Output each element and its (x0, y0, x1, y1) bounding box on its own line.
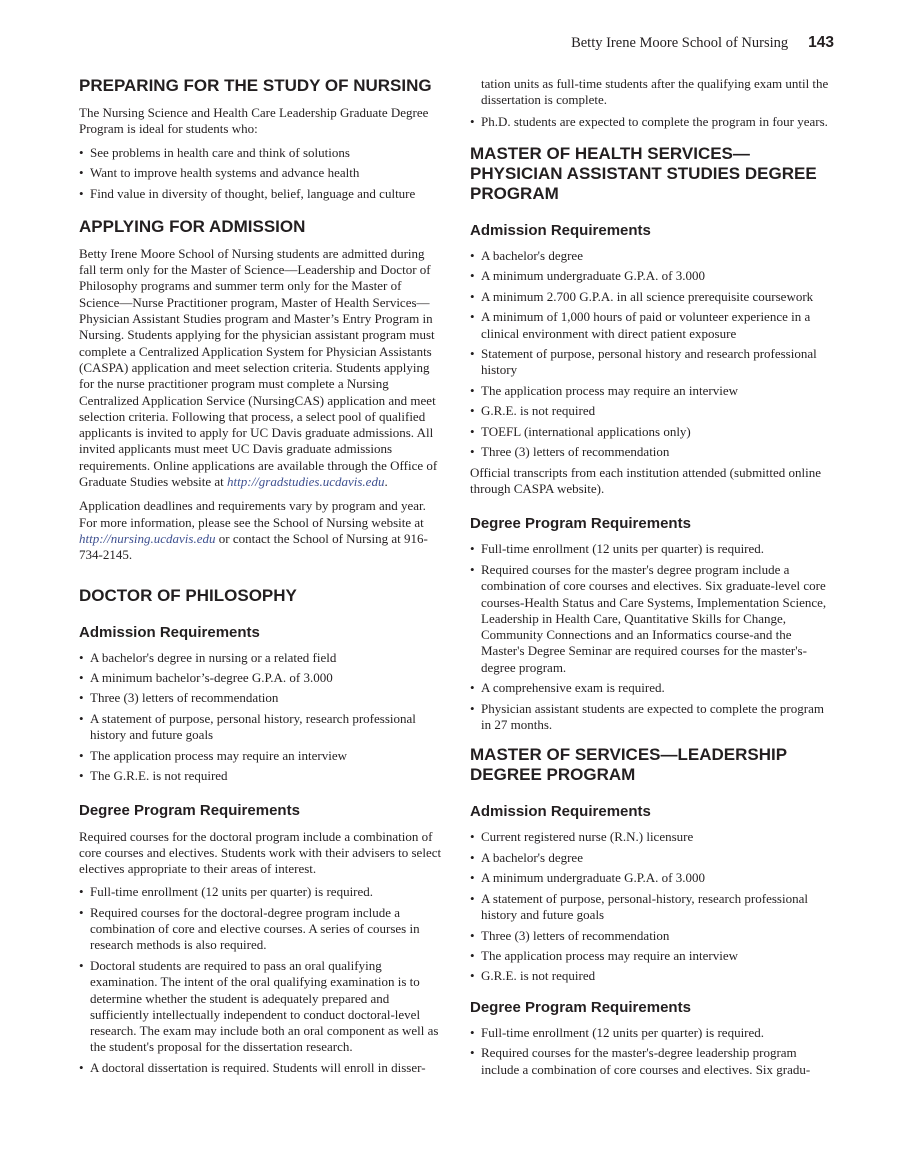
list-item: • Ph.D. students are expected to complete the program in four years. (470, 113, 828, 129)
list-item: • Physician assistant students are expected to complete the program in 27 months. (470, 700, 824, 732)
nursing-website-link[interactable]: http://nursing.ucdavis.edu (79, 530, 216, 546)
list-item: • Required courses for the doctoral-degree program include a combination of core and elective courses. A series of courses in research methods is also required. (79, 904, 420, 953)
phd-admission-heading: Admission Requirements (79, 623, 260, 641)
list-item: • A bachelor's degree in nursing or a related field (79, 649, 337, 665)
list-item: • A bachelor's degree (470, 849, 583, 865)
gradstudies-link[interactable]: http://gradstudies.ucdavis.edu (227, 474, 385, 490)
running-header-school: Betty Irene Moore School of Nursing (571, 35, 789, 51)
list-item: • A minimum undergraduate G.P.A. of 3.000 (470, 268, 705, 284)
list-item: • TOEFL (international applications only) (470, 423, 691, 439)
section-heading-leadership: MASTER OF SERVICES—LEADERSHIP DEGREE PROGRAM (470, 745, 787, 785)
list-item: • A statement of purpose, personal-history, research professional history and future goals (470, 890, 808, 923)
phd-degree-heading: Degree Program Requirements (79, 801, 300, 819)
list-item: • Three (3) letters of recommendation (79, 690, 279, 706)
list-item: • A minimum of 1,000 hours of paid or volunteer experience in a clinical environment with direct patient exposure (470, 309, 811, 341)
list-item: • G.R.E. is not required (470, 968, 596, 984)
section-heading-phd: DOCTOR OF PHILOSOPHY (79, 585, 297, 605)
preparing-list (79, 145, 443, 202)
applying-paragraph-2: Application deadlines and requirements vary by program and year. For more information, please see the School of Nursing website at http://nursing.ucdavis.edu or contact the School of Nursing at 916-734-2145. (79, 498, 428, 563)
list-item: • A minimum undergraduate G.P.A. of 3.000 (470, 870, 705, 886)
pa-admission-list (470, 248, 832, 461)
list-item: • Full-time enrollment (12 units per quarter) is required. (79, 884, 374, 900)
continued-text: tation units as full-time students after the qualifying exam until the dissertation is complete. (481, 76, 829, 108)
list-item: • A comprehensive exam is required. (470, 680, 665, 696)
right-column (470, 72, 832, 1082)
list-item: • G.R.E. is not required (470, 403, 596, 419)
list-item: • The application process may require an interview (470, 947, 739, 963)
list-item: • The G.R.E. is not required (79, 768, 228, 784)
running-header (571, 34, 834, 52)
list-item: • Three (3) letters of recommendation (470, 444, 670, 460)
left-column (79, 72, 443, 1080)
pa-degree-heading: Degree Program Requirements (470, 515, 691, 533)
leadership-admission-heading: Admission Requirements (470, 803, 651, 821)
list-item: • Want to improve health systems and advance health (79, 165, 360, 181)
list-item: • Find value in diversity of thought, belief, language and culture (79, 185, 416, 201)
list-item: • A minimum bachelor’s-degree G.P.A. of 3.000 (79, 669, 333, 685)
list-item: • Statement of purpose, personal history and research professional history (470, 346, 817, 378)
section-heading-applying: APPLYING FOR ADMISSION (79, 216, 306, 236)
list-item: • Required courses for the master's degree program include a combination of core courses and electives. Six graduate-level core courses-Health Status and Care Systems, Implementation Science, Leadership in Health Care, Quantitative Skills for Change, Community Connections and an Informatics course-and the Master's Degree Seminar are required courses for the master's-degree program. (470, 561, 827, 675)
continued-list (470, 114, 832, 130)
phd-admission-list (79, 650, 443, 785)
preparing-intro: The Nursing Science and Health Care Leadership Graduate Degree Program is ideal for students who: (79, 105, 429, 137)
page-number: 143 (808, 34, 834, 51)
pa-degree-list (470, 541, 832, 733)
list-item: • A doctoral dissertation is required. Students will enroll in disser- (79, 1059, 426, 1075)
pa-transcripts-note: Official transcripts from each institution attended (submitted online through CASPA website). (470, 464, 822, 497)
leadership-admission-list (470, 829, 832, 985)
list-item: • See problems in health care and think of solutions (79, 144, 350, 160)
list-item: • The application process may require an interview (470, 382, 739, 398)
applying-paragraph-1: Betty Irene Moore School of Nursing students are admitted during fall term only for the Master of Science—Leadership and Doctor of Philosophy programs and summer term only for the Master of Science—Nurse Practitioner program, Master of Health Services—Physician Assistant Studies program and Master’s Entry Program in Nursing. Students applying for the physician assistant program must complete a Centralized Application System for Physician Assistants (CASPA) application and meet selection criteria. Students applying for the nurse practitioner program must complete a Nursing Centralized Application Service (NursingCAS) application and meet selection criteria. Following that process, a select pool of qualified applicants is invited to apply for UC Davis graduate admissions. All invited applicants must meet UC Davis graduate admissions requirements. Online applications are available through the Office of Graduate Studies website at http://gradstudies.ucdavis.edu. (79, 245, 438, 490)
list-item: • Three (3) letters of recommendation (470, 927, 670, 943)
leadership-degree-list (470, 1025, 832, 1078)
phd-degree-intro: Required courses for the doctoral program include a combination of core courses and electives. Students work with their advisers to select electives appropriate to their areas of interest. (79, 828, 442, 877)
phd-degree-list (79, 884, 443, 1076)
section-heading-preparing: PREPARING FOR THE STUDY OF NURSING (79, 76, 432, 95)
list-item: • The application process may require an interview (79, 747, 348, 763)
list-item: • Required courses for the master's-degree leadership program include a combination of core courses and electives. Six gradu- (470, 1045, 811, 1077)
list-item: • A bachelor's degree (470, 247, 583, 263)
section-heading-physician-assistant: MASTER OF HEALTH SERVICES—PHYSICIAN ASSISTANT STUDIES DEGREE PROGRAM (470, 143, 817, 203)
list-item: • Current registered nurse (R.N.) licensure (470, 829, 694, 845)
list-item: • Full-time enrollment (12 units per quarter) is required. (470, 541, 765, 557)
list-item: • Doctoral students are required to pass an oral qualifying examination. The intent of the oral qualifying examination is to determine whether the student is adequately prepared and sufficiently intellectually independent to conduct doctoral-level research. The exam may include both an oral component as well as the student's proposal for the dissertation research. (79, 957, 439, 1055)
list-item: • A statement of purpose, personal history, research professional history and future goals (79, 710, 416, 743)
leadership-degree-heading: Degree Program Requirements (470, 998, 691, 1016)
pa-admission-heading: Admission Requirements (470, 221, 651, 239)
list-item: • A minimum 2.700 G.P.A. in all science prerequisite coursework (470, 288, 814, 304)
list-item: • Full-time enrollment (12 units per quarter) is required. (470, 1024, 765, 1040)
